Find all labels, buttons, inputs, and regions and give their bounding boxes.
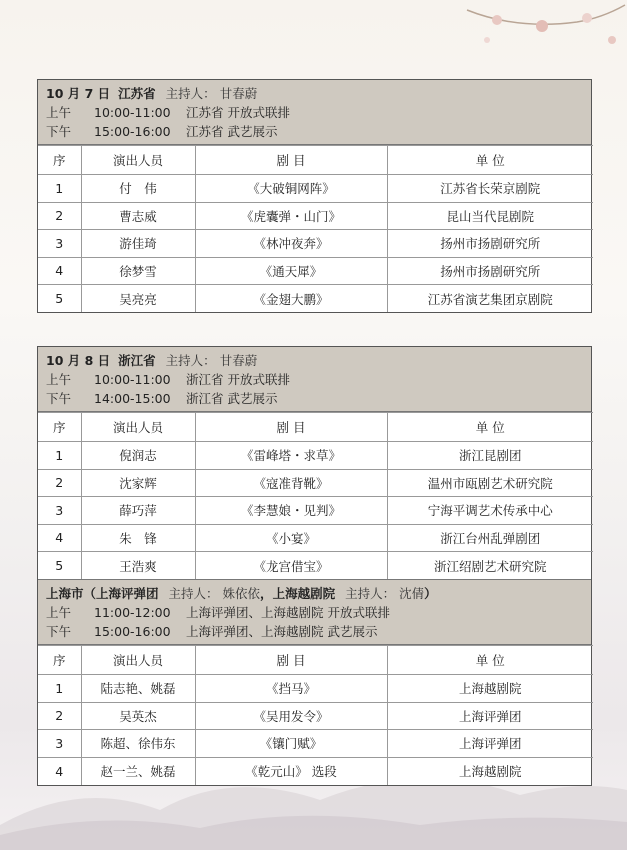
jiangsu-session-afternoon <box>46 122 583 141</box>
session-desc: 浙江省 武艺展示 <box>186 391 278 406</box>
session-period: 下午 <box>46 124 72 139</box>
cell-unit: 上海越剧院 <box>387 757 593 785</box>
cell-unit: 扬州市扬剧研究所 <box>387 257 593 285</box>
cell-no: 5 <box>38 552 81 580</box>
session-period: 上午 <box>46 372 72 387</box>
cell-no: 4 <box>38 757 81 785</box>
table-row <box>38 702 593 730</box>
cell-performer: 薛巧萍 <box>81 497 195 525</box>
col-header-unit: 单 位 <box>387 646 593 675</box>
cell-performer: 朱 锋 <box>81 524 195 552</box>
table-row <box>38 230 593 258</box>
shanghai-host2-label: 主持人： <box>345 586 396 601</box>
cell-no: 2 <box>38 469 81 497</box>
cell-performer: 徐梦雪 <box>81 257 195 285</box>
cell-performer: 付 伟 <box>81 175 195 203</box>
jiangsu-header <box>38 80 591 145</box>
cell-performer: 吴亮亮 <box>81 285 195 313</box>
table-row <box>38 442 593 470</box>
cell-play: 《大破铜网阵》 <box>195 175 387 203</box>
shanghai-title-close: ） <box>424 586 437 601</box>
cell-unit: 江苏省长荣京剧院 <box>387 175 593 203</box>
jiangsu-province: 江苏省 <box>118 86 156 101</box>
cell-play: 《虎囊弹・山门》 <box>195 202 387 230</box>
col-header-play: 剧 目 <box>195 413 387 442</box>
shanghai-session-afternoon <box>46 622 583 641</box>
cell-no: 1 <box>38 175 81 203</box>
cell-play: 《龙宫借宝》 <box>195 552 387 580</box>
cell-unit: 上海评弹团 <box>387 702 593 730</box>
shanghai-host2-name: 沈倩 <box>399 586 425 601</box>
cell-performer: 陆志艳、姚磊 <box>81 675 195 703</box>
cell-play: 《乾元山》 选段 <box>195 757 387 785</box>
table-row <box>38 675 593 703</box>
session-time: 15:00-16:00 <box>94 124 171 139</box>
col-header-no: 序 <box>38 146 81 175</box>
col-header-performer: 演出人员 <box>81 146 195 175</box>
cell-play: 《小宴》 <box>195 524 387 552</box>
session-desc: 江苏省 开放式联排 <box>186 105 290 120</box>
zhejiang-session-afternoon <box>46 389 583 408</box>
session-desc: 上海评弹团、上海越剧院 开放式联排 <box>186 605 390 620</box>
jiangsu-host-name: 甘春蔚 <box>219 86 258 101</box>
plum-blossom-decoration <box>427 0 627 70</box>
shanghai-title-b: 上海越剧院 <box>272 586 336 601</box>
table-row <box>38 285 593 313</box>
jiangsu-date: 10 月 7 日 <box>46 86 111 101</box>
session-time: 10:00-11:00 <box>94 372 171 387</box>
cell-no: 3 <box>38 230 81 258</box>
zhejiang-table <box>38 412 593 579</box>
col-header-unit: 单 位 <box>387 413 593 442</box>
shanghai-title-line: 上海市（上海评弹团 主持人： 姝依依，上海越剧院 主持人： 沈倩） <box>46 586 437 601</box>
cell-performer: 倪润志 <box>81 442 195 470</box>
cell-play: 《吴用发令》 <box>195 702 387 730</box>
session-desc: 浙江省 开放式联排 <box>186 372 290 387</box>
col-header-no: 序 <box>38 646 81 675</box>
col-header-performer: 演出人员 <box>81 646 195 675</box>
cell-unit: 温州市瓯剧艺术研究院 <box>387 469 593 497</box>
cell-unit: 上海越剧院 <box>387 675 593 703</box>
col-header-play: 剧 目 <box>195 146 387 175</box>
cell-no: 2 <box>38 702 81 730</box>
cell-no: 1 <box>38 442 81 470</box>
table-row <box>38 497 593 525</box>
cell-play: 《挡马》 <box>195 675 387 703</box>
jiangsu-table <box>38 145 593 312</box>
table-row <box>38 552 593 580</box>
jiangsu-host-label: 主持人： <box>165 86 216 101</box>
cell-play: 《通天犀》 <box>195 257 387 285</box>
jiangsu-session-morning <box>46 103 583 122</box>
zhejiang-header <box>38 347 591 412</box>
table-header-row <box>38 646 593 675</box>
shanghai-host1-label: 主持人： <box>168 586 219 601</box>
cell-play: 《林冲夜奔》 <box>195 230 387 258</box>
jiangsu-title-line <box>46 84 583 103</box>
table-row <box>38 757 593 785</box>
cell-unit: 上海评弹团 <box>387 730 593 758</box>
shanghai-session-morning <box>46 603 583 622</box>
cell-unit: 浙江台州乱弹剧团 <box>387 524 593 552</box>
zhejiang-date: 10 月 8 日 <box>46 353 111 368</box>
cell-play: 《雷峰塔・求草》 <box>195 442 387 470</box>
table-row <box>38 257 593 285</box>
cell-no: 2 <box>38 202 81 230</box>
col-header-unit: 单 位 <box>387 146 593 175</box>
cell-unit: 浙江绍剧艺术研究院 <box>387 552 593 580</box>
session-time: 10:00-11:00 <box>94 105 171 120</box>
table-row <box>38 524 593 552</box>
col-header-play: 剧 目 <box>195 646 387 675</box>
cell-play: 《寇准背靴》 <box>195 469 387 497</box>
zhejiang-session-morning <box>46 370 583 389</box>
cell-performer: 曹志威 <box>81 202 195 230</box>
session-desc: 上海评弹团、上海越剧院 武艺展示 <box>186 624 378 639</box>
table-header-row <box>38 413 593 442</box>
table-header-row <box>38 146 593 175</box>
zhejiang-shanghai-schedule-card <box>37 346 592 786</box>
cell-play: 《李慧娘・见判》 <box>195 497 387 525</box>
table-row <box>38 202 593 230</box>
cell-unit: 扬州市扬剧研究所 <box>387 230 593 258</box>
shanghai-title-a: 上海市（上海评弹团 <box>46 586 159 601</box>
cell-performer: 沈家辉 <box>81 469 195 497</box>
shanghai-host1-name: 姝依依 <box>222 586 261 601</box>
session-period: 上午 <box>46 605 72 620</box>
cell-no: 1 <box>38 675 81 703</box>
zhejiang-host-label: 主持人： <box>165 353 216 368</box>
session-time: 14:00-15:00 <box>94 391 171 406</box>
cell-performer: 游佳琦 <box>81 230 195 258</box>
zhejiang-host-name: 甘春蔚 <box>219 353 258 368</box>
shanghai-header <box>38 579 591 645</box>
col-header-no: 序 <box>38 413 81 442</box>
cell-play: 《金翅大鹏》 <box>195 285 387 313</box>
cell-unit: 浙江昆剧团 <box>387 442 593 470</box>
session-period: 下午 <box>46 624 72 639</box>
table-row <box>38 730 593 758</box>
cell-no: 3 <box>38 497 81 525</box>
cell-performer: 陈超、徐伟东 <box>81 730 195 758</box>
cell-performer: 赵一兰、姚磊 <box>81 757 195 785</box>
cell-play: 《镶门赋》 <box>195 730 387 758</box>
zhejiang-title-line <box>46 351 583 370</box>
cell-unit: 宁海平调艺术传承中心 <box>387 497 593 525</box>
cell-no: 5 <box>38 285 81 313</box>
session-time: 11:00-12:00 <box>94 605 171 620</box>
cell-no: 4 <box>38 257 81 285</box>
jiangsu-schedule-card <box>37 79 592 313</box>
shanghai-table <box>38 645 593 785</box>
cell-unit: 昆山当代昆剧院 <box>387 202 593 230</box>
cell-unit: 江苏省演艺集团京剧院 <box>387 285 593 313</box>
session-time: 15:00-16:00 <box>94 624 171 639</box>
cell-no: 3 <box>38 730 81 758</box>
cell-no: 4 <box>38 524 81 552</box>
zhejiang-province: 浙江省 <box>118 353 156 368</box>
cell-performer: 吴英杰 <box>81 702 195 730</box>
session-period: 下午 <box>46 391 72 406</box>
session-desc: 江苏省 武艺展示 <box>186 124 278 139</box>
session-period: 上午 <box>46 105 72 120</box>
cell-performer: 王浩爽 <box>81 552 195 580</box>
table-row <box>38 469 593 497</box>
table-row <box>38 175 593 203</box>
col-header-performer: 演出人员 <box>81 413 195 442</box>
